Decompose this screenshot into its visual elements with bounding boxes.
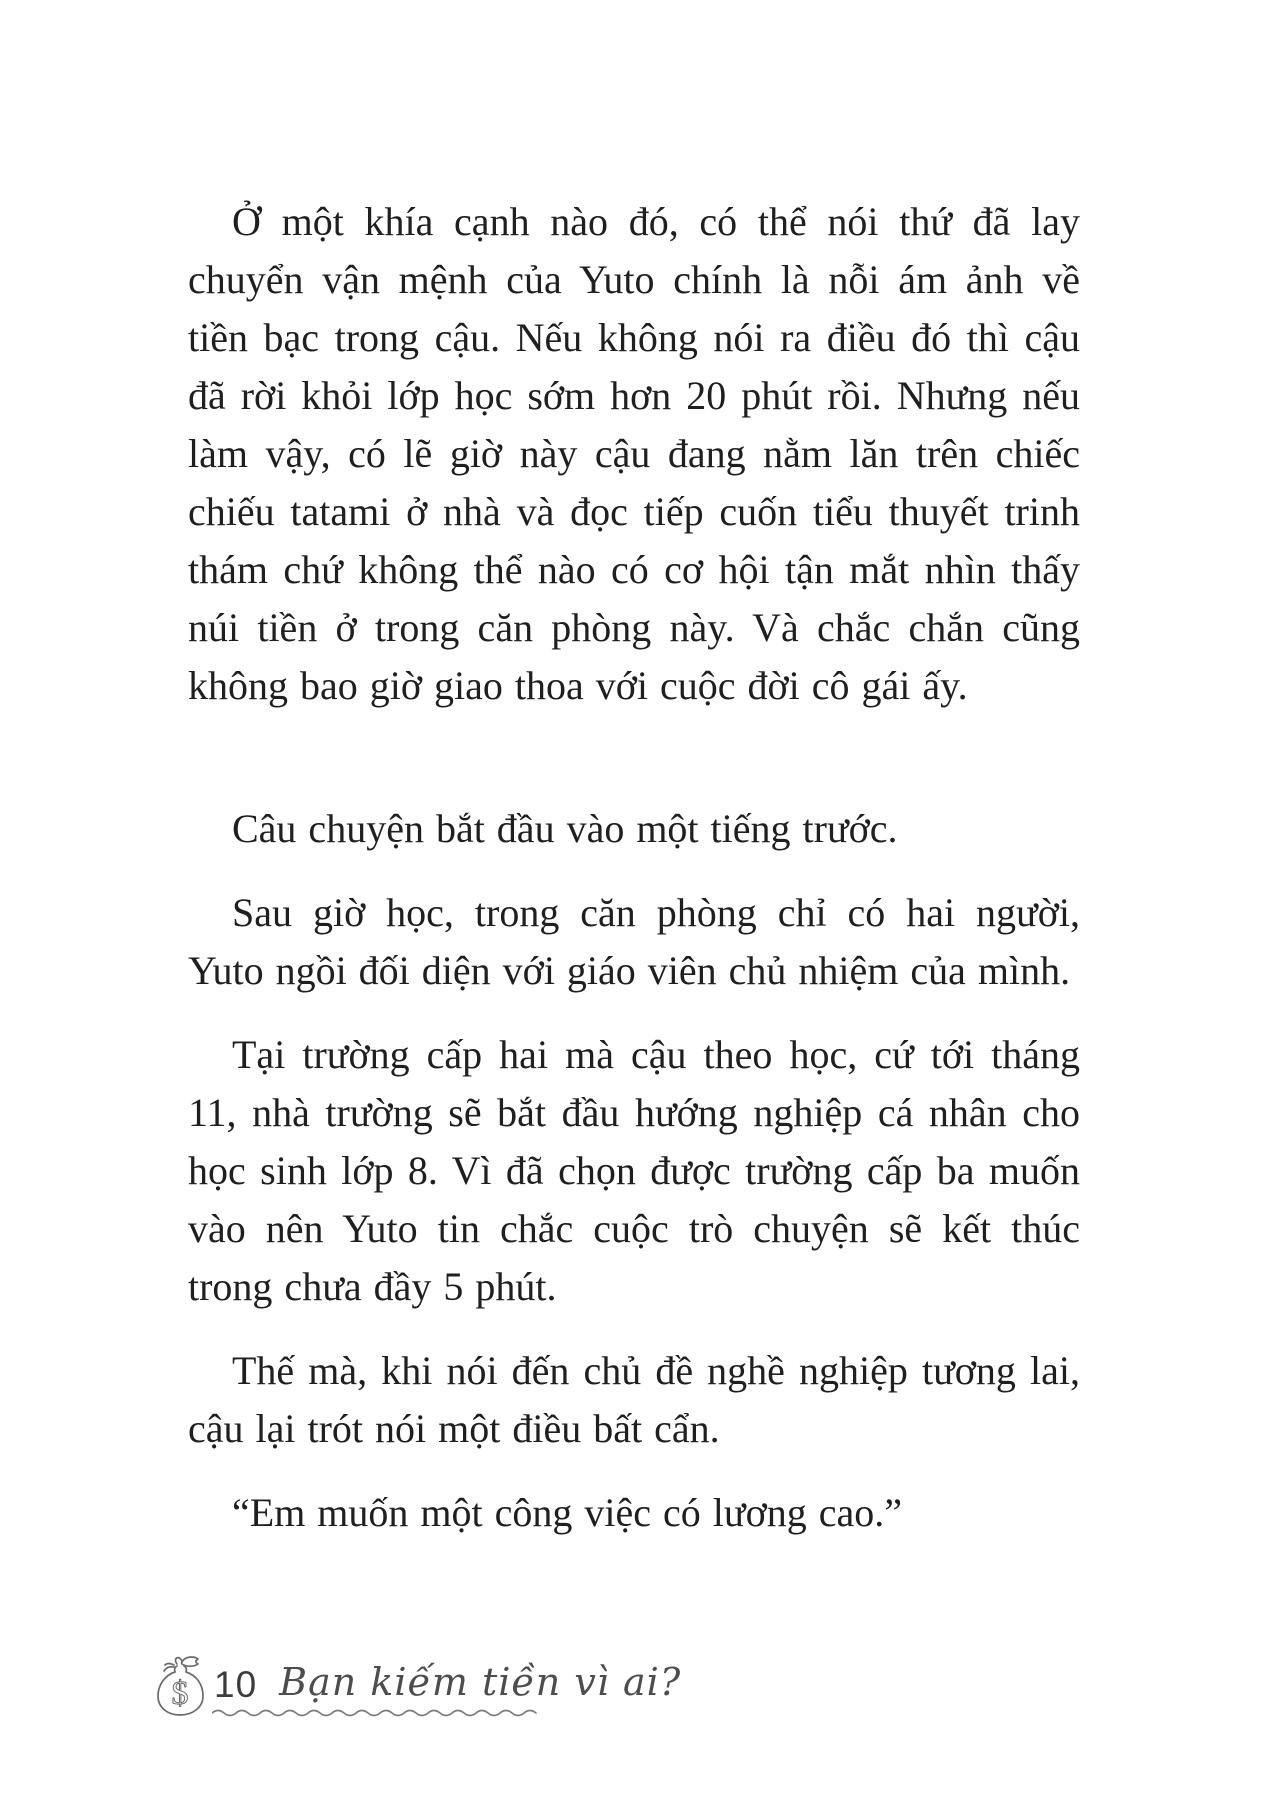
- paragraph: Tại trường cấp hai mà cậu theo học, cứ tới tháng 11, nhà trường sẽ bắt đầu hướng nghiệp cá nhân cho học sinh lớp 8. Vì đã chọn được trường cấp ba muốn vào nên Yuto tin chắc cuộc trò chuyện sẽ kết thúc trong chưa đầy 5 phút.: [188, 1032, 1080, 1309]
- book-title: Bạn kiếm tiền vì ai?: [279, 1660, 682, 1704]
- page-body: [188, 0, 1080, 1568]
- svg-text:$: $: [171, 1675, 189, 1712]
- paragraph: Sau giờ học, trong căn phòng chỉ có hai người, Yuto ngồi đối diện với giáo viên chủ nhiệm của mình.: [188, 890, 1080, 993]
- paragraph: Câu chuyện bắt đầu vào một tiếng trước.: [232, 806, 898, 851]
- paragraph: Thế mà, khi nói đến chủ đề nghề nghiệp tương lai, cậu lại trót nói một điều bất cẩn.: [188, 1348, 1080, 1451]
- money-bag-icon: [154, 1654, 208, 1718]
- page-number: 10: [214, 1664, 258, 1705]
- paragraph: “Em muốn một công việc có lương cao.”: [232, 1490, 902, 1535]
- page-footer: [154, 1648, 681, 1728]
- paragraph: Ở một khía cạnh nào đó, có thể nói thứ đã lay chuyển vận mệnh của Yuto chính là nỗi ám ảnh về tiền bạc trong cậu. Nếu không nói ra điều đó thì cậu đã rời khỏi lớp học sớm hơn 20 phút rồi. Nhưng nếu làm vậy, có lẽ giờ này cậu đang nằm lăn trên chiếc chiếu tatami ở nhà và đọc tiếp cuốn tiểu thuyết trinh thám chứ không thể nào có cơ hội tận mắt nhìn thấy núi tiền ở trong căn phòng này. Và chắc chắn cũng không bao giờ giao thoa với cuộc đời cô gái ấy.: [188, 199, 1080, 708]
- wavy-underline: [212, 1706, 546, 1724]
